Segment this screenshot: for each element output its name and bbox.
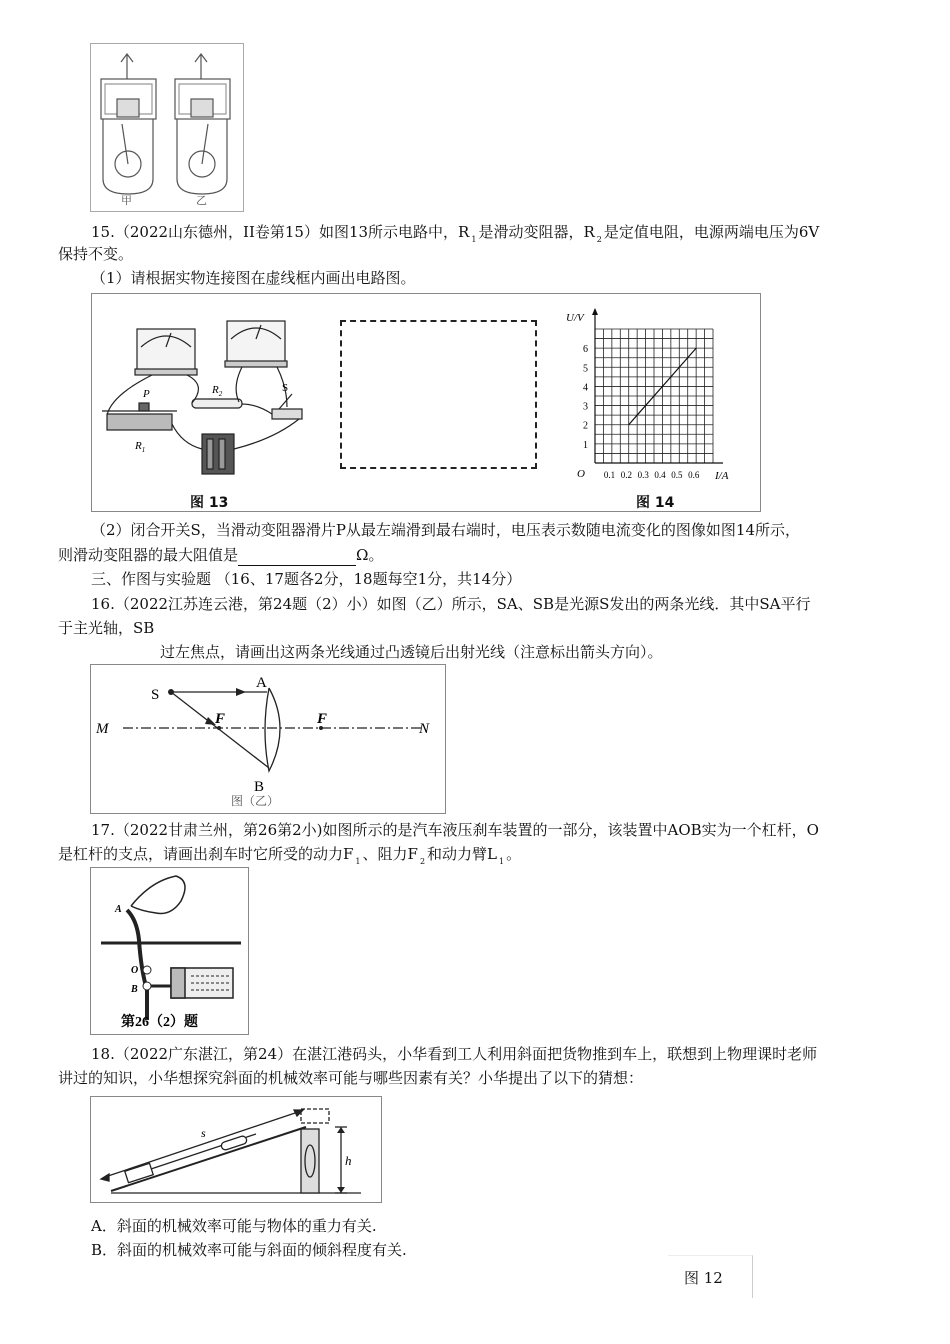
incline-label-h: h [345,1153,352,1168]
fig13-label-p: P [143,388,150,400]
x-axis-label: I/A [715,470,729,482]
engine-label-right: 乙 [196,195,207,207]
light-source-dot [168,689,174,695]
fig13-label-r2: $R_2$ [212,384,223,398]
q16-line1: 16.（2022江苏连云港，第24题（2）小）如图（乙）所示，SA、SB是光源S发出的两条光线．其中SA平行 [91,595,811,613]
x-tick-label: 0.4 [654,470,666,480]
q17-f2-sub: 2 [419,857,426,866]
lens-caption: 图（乙） [231,794,280,808]
lens-figure [90,664,446,814]
q17-line2-c: 和动力臂L [427,845,497,863]
y-tick-label: 2 [583,420,588,432]
q18-option-a: A．斜面的机械效率可能与物体的重力有关. [91,1217,377,1235]
q15-r2-sub: 2 [596,235,602,244]
lens-label-a: A [256,675,267,691]
x-tick-label: 0.2 [620,470,632,480]
fig12-caption: 图 12 [684,1269,723,1287]
brake-caption: 第26（2）题 [121,1015,198,1030]
q17-line2 [58,843,521,868]
joint-b [143,982,151,990]
brake-label-a: A [115,904,122,915]
x-tick-label: 0.3 [637,470,649,480]
fig12-caption-box [668,1255,753,1298]
q15-line1 [91,221,819,246]
pivot-o [143,966,151,974]
q17-f1-sub: 1 [355,857,361,866]
y-tick-label: 6 [583,344,588,356]
section3-heading: 三、作图与实验题 （16、17题各2分，18题每空1分，共14分） [91,570,522,588]
q15-mid: 是滑动变阻器，R [478,223,595,241]
y-tick-label: 3 [583,401,588,413]
lens-label-b: B [254,779,265,795]
q17-line2-b: 、阻力F [362,845,418,863]
y-axis-arrow [592,308,598,315]
q15-tail: 是定值电阻，电源两端电压为6V [603,223,820,241]
y-tick-label: 1 [583,439,588,451]
y-axis-label: U/V [566,312,584,324]
brake-drawing [91,868,248,1034]
q15-part2-prefix: 则滑动变阻器的最大阻值是 [58,546,239,564]
brake-label-b: B [131,984,138,995]
fig13-caption: 图 13 [190,495,229,511]
lens-label-f-left: F [215,711,226,727]
engine-drawing [91,44,243,211]
ray-sa-arrow [236,688,246,696]
q15-line2: 保持不变。 [58,245,134,263]
x-tick-label: 0.5 [671,470,683,480]
brake-label-o: O [131,965,139,976]
y-tick-label: 4 [583,382,588,394]
q15-part2-suffix: Ω。 [356,546,384,564]
circuit-answer-box[interactable] [340,320,537,469]
brake-figure [90,867,249,1035]
fig13-label-r1: $R_1$ [135,440,146,454]
q15-part2-line2 [58,544,383,566]
q18-line2: 讲过的知识，小华想探究斜面的机械效率可能与哪些因素有关？小华提出了以下的猜想： [58,1069,644,1087]
lens-label-f-right: F [317,711,328,727]
q17-line1: 17.（2022甘肃兰州，第26第2小)如图所示的是汽车液压刹车装置的一部分，该装置中AOB实为一个杠杆，O [91,821,819,839]
answer-blank-resistance[interactable] [238,549,356,566]
q17-line2-d: 。 [506,845,522,863]
q17-line2-a: 是杠杆的支点，请画出刹车时它所受的动力F [58,845,354,863]
lens-drawing [91,665,445,813]
q17-l1-sub: 1 [499,857,505,866]
q15-r1-sub: 1 [471,235,477,244]
y-tick-label: 5 [583,363,588,375]
lens-label-m: M [96,721,109,737]
incline-figure [90,1096,382,1203]
q16-line3: 过左焦点，请画出这两条光线通过凸透镜后出射光线（注意标出箭头方向）。 [160,643,663,661]
fig14-graph [560,300,760,490]
q15-head: 15.（2022山东德州，II卷第15）如图13所示电路中，R [91,223,470,241]
q16-line2: 于主光轴，SB [58,619,155,637]
circuit-drawing [97,299,337,489]
lens-label-s: S [151,687,160,703]
q15-part1: （1）请根据实物连接图在虚线框内画出电路图。 [91,269,416,287]
q18-option-b: B．斜面的机械效率可能与斜面的倾斜程度有关. [91,1241,407,1259]
q18-line1: 18.（2022广东湛江，第24）在湛江港码头，小华看到工人利用斜面把货物推到车上，联想到上物理课时老师 [91,1045,818,1063]
origin-label: O [577,468,585,480]
fig14-caption: 图 14 [636,495,675,511]
incline-drawing [91,1097,381,1202]
q15-part2-line1: （2）闭合开关S，当滑动变阻器滑片P从最左端滑到最右端时，电压表示数随电流变化的图像如图14所示， [91,521,801,539]
incline-label-s: s [201,1126,206,1140]
fig13-14-box [91,293,761,512]
fig13-label-s: S [282,382,289,394]
engine-label-left: 甲 [121,195,132,207]
lens-label-n: N [419,721,430,737]
x-tick-label: 0.1 [603,470,616,480]
engine-figure [90,43,244,212]
x-tick-label: 0.6 [688,470,700,480]
